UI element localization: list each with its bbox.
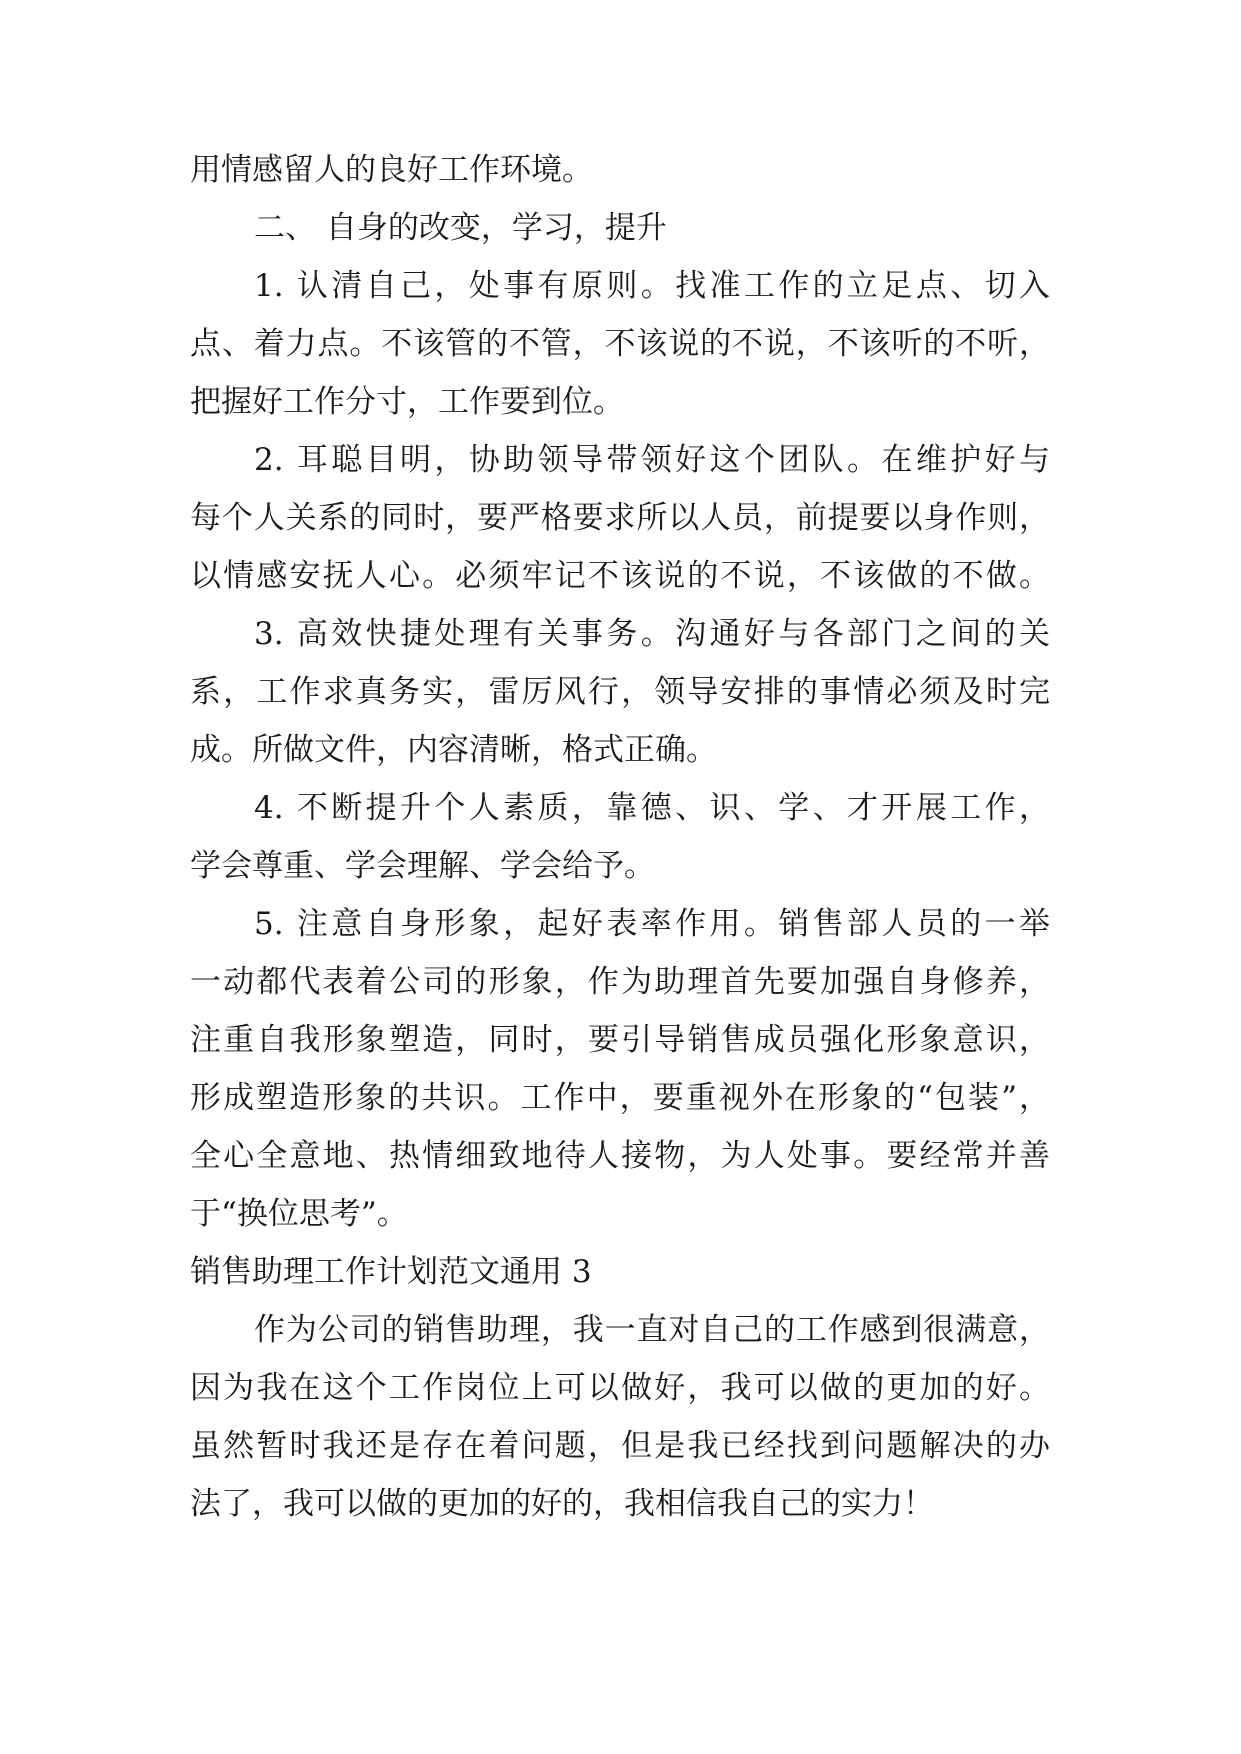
list-item-5-line: 5. 注意自身形象，起好表率作用。销售部人员的一举 (254, 906, 1050, 942)
list-item-2-line: 以情感安抚人心。必须牢记不该说的不说，不该做的不做。 (190, 558, 1050, 594)
paragraph-line: 法了，我可以做的更加的好的，我相信我自己的实力！ (190, 1486, 934, 1522)
list-item-1-line: 点、着力点。不该管的不管，不该说的不说，不该听的不听， (190, 326, 1050, 362)
paragraph-line: 因为我在这个工作岗位上可以做好，我可以做的更加的好。 (190, 1370, 1050, 1406)
paragraph-line: 虽然暂时我还是存在着问题，但是我已经找到问题解决的办 (190, 1428, 1050, 1464)
list-item-5-line: 全心全意地、热情细致地待人接物，为人处事。要经常并善 (190, 1138, 1050, 1174)
list-item-5-line: 一动都代表着公司的形象，作为助理首先要加强自身修养， (190, 964, 1050, 1000)
list-item-4-line: 4. 不断提升个人素质，靠德、识、学、才开展工作， (254, 790, 1050, 826)
list-item-5-line: 于“换位思考”。 (190, 1196, 408, 1232)
section-heading: 二、 自身的改变，学习，提升 (254, 210, 667, 246)
article-title: 销售助理工作计划范文通用 3 (190, 1254, 592, 1290)
paragraph-line: 用情感留人的良好工作环境。 (190, 152, 593, 188)
list-item-4-line: 学会尊重、学会理解、学会给予。 (190, 848, 655, 884)
list-item-2-line: 2. 耳聪目明，协助领导带领好这个团队。在维护好与 (254, 442, 1050, 478)
list-item-2-line: 每个人关系的同时，要严格要求所以人员，前提要以身作则， (190, 500, 1050, 536)
list-item-1-line: 把握好工作分寸，工作要到位。 (190, 384, 624, 420)
list-item-5-line: 形成塑造形象的共识。工作中，要重视外在形象的“包装”， (190, 1080, 1050, 1116)
list-item-3-line: 3. 高效快捷处理有关事务。沟通好与各部门之间的关 (254, 616, 1050, 652)
list-item-3-line: 系，工作求真务实，雷厉风行，领导安排的事情必须及时完 (190, 674, 1050, 710)
list-item-3-line: 成。所做文件，内容清晰，格式正确。 (190, 732, 717, 768)
list-item-5-line: 注重自我形象塑造，同时，要引导销售成员强化形象意识， (190, 1022, 1050, 1058)
list-item-1-line: 1. 认清自己，处事有原则。找准工作的立足点、切入 (254, 268, 1050, 304)
paragraph-line: 作为公司的销售助理，我一直对自己的工作感到很满意， (254, 1312, 1050, 1348)
